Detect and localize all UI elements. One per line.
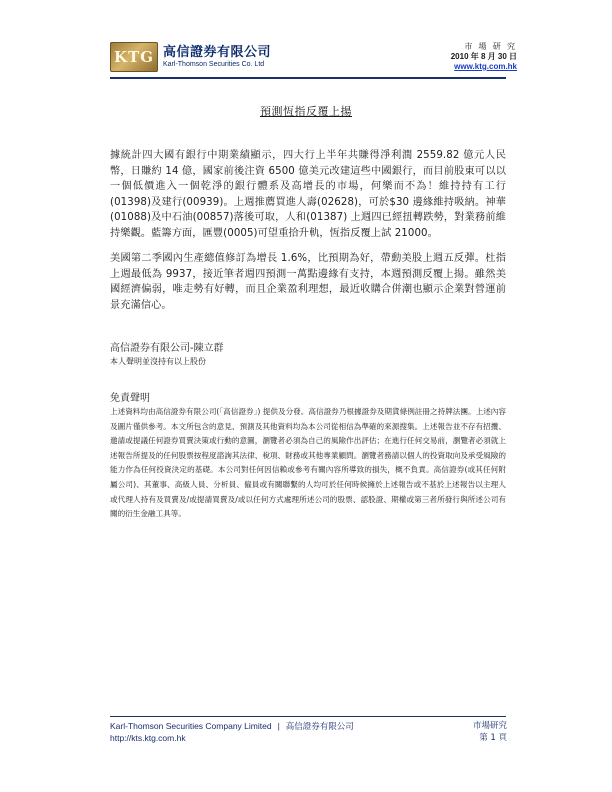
header-divider xyxy=(110,77,506,79)
report-title: 預測恆指反覆上揚 xyxy=(260,105,352,118)
disclaimer-text: 上述資料均由高信證券有限公司(「高信證券」) 提供及分發。高信證券乃根據證券及期貨條例註冊之持牌法團。上述內容及圖片僅供參考。本文所包含的意見、預測及其他資料均為本公司從相信為準確的來源搜集。上述報告並不存有招攬、邀請或提議任何證券買賣決策或行動的意圖，瀏覽者必須為自己的風險作出評估；在進行任何交易前，瀏覽者必須就上述報告所提及的任何股票按程度諮詢其法律、稅項、財務或其他專業顧問。瀏覽者務請以個人的投資取向及承受風險的能力作為任何投資決定的基礎。本公司對任何因信賴或參考有關內容所導致的損失，概不負責。高信證券(或其任何附屬公司)、其董事、高級人員、分析員、僱員或有關聯繫的人均可於任何時候擁於上述報告或不基於上述報告以主理人或代理人持有及買賣及/或提請買賣及/或以任何方式處理所述公司的股票、認股證、期權或第三者所發行與所述公司有關的衍生金融工具等。 xyxy=(110,407,506,519)
logo-text xyxy=(163,45,271,70)
company-name-en: Karl-Thomson Securities Co. Ltd xyxy=(163,60,265,68)
company-logo xyxy=(110,40,272,74)
header-website-link[interactable]: www.ktg.com.hk xyxy=(454,62,517,71)
footer-category: 市場研究 xyxy=(472,721,507,731)
footer-divider xyxy=(110,716,506,717)
disclaimer-heading: 免責聲明 xyxy=(110,393,150,404)
author-signature: 高信證券有限公司-陳立群 xyxy=(110,343,224,354)
holding-disclosure: 本人聲明並沒持有以上股份 xyxy=(110,357,206,366)
footer-separator: | xyxy=(277,721,280,731)
footer-left xyxy=(110,720,354,744)
body-paragraph-2: 美國第二季國內生產總值修訂為增長 1.6%，比預期為好，帶動美股上週五反彈。杜指上週最低為 9937，接近筆者週四預測一萬點邊緣有支持，本週預測反覆上揚。雖然美國經濟偏弱，唯走勢有好轉，而且企業盈利理想，最近收購合併潮也顯示企業對營運前景充滿信心。 xyxy=(110,253,506,311)
report-date: 2010 年 8 月 30 日 xyxy=(450,52,517,61)
footer-right xyxy=(473,720,507,744)
ktg-logo-mark: KTG xyxy=(110,42,158,72)
page-number: 第 1 頁 xyxy=(479,733,507,743)
footer-url-link[interactable]: http://kts.ktg.com.hk xyxy=(110,733,186,743)
body-paragraph-1: 據統計四大國有銀行中期業績顯示，四大行上半年共賺得淨利潤 2559.82 億元人民幣，日賺約 14 億，國家前後注資 6500 億美元改建這些中國銀行，而目前股東可以以一個低價進入一個乾淨的銀行體系及高增長的市場，何樂而不為！維持持有工行(01398)及建行(00939)。上週推薦買進人壽(02628)，可於$30 邊緣維持吸納。神華(01088)及中石油(00857)落後可取，人和(01387) 上週四已經扭轉跌勢，對業務前維持樂觀。藍籌方面，匯豐(0005)可望重拾升軌，恆指反覆上試 21000。 xyxy=(110,150,506,239)
footer-company-en: Karl-Thomson Securities Company Limited xyxy=(110,721,272,731)
header-category: 市 場 研 究 xyxy=(464,42,517,51)
company-name-cn: 高信證券有限公司 xyxy=(163,44,272,60)
footer-company-cn: 高信證券有限公司 xyxy=(285,721,354,731)
header-info xyxy=(451,42,517,72)
